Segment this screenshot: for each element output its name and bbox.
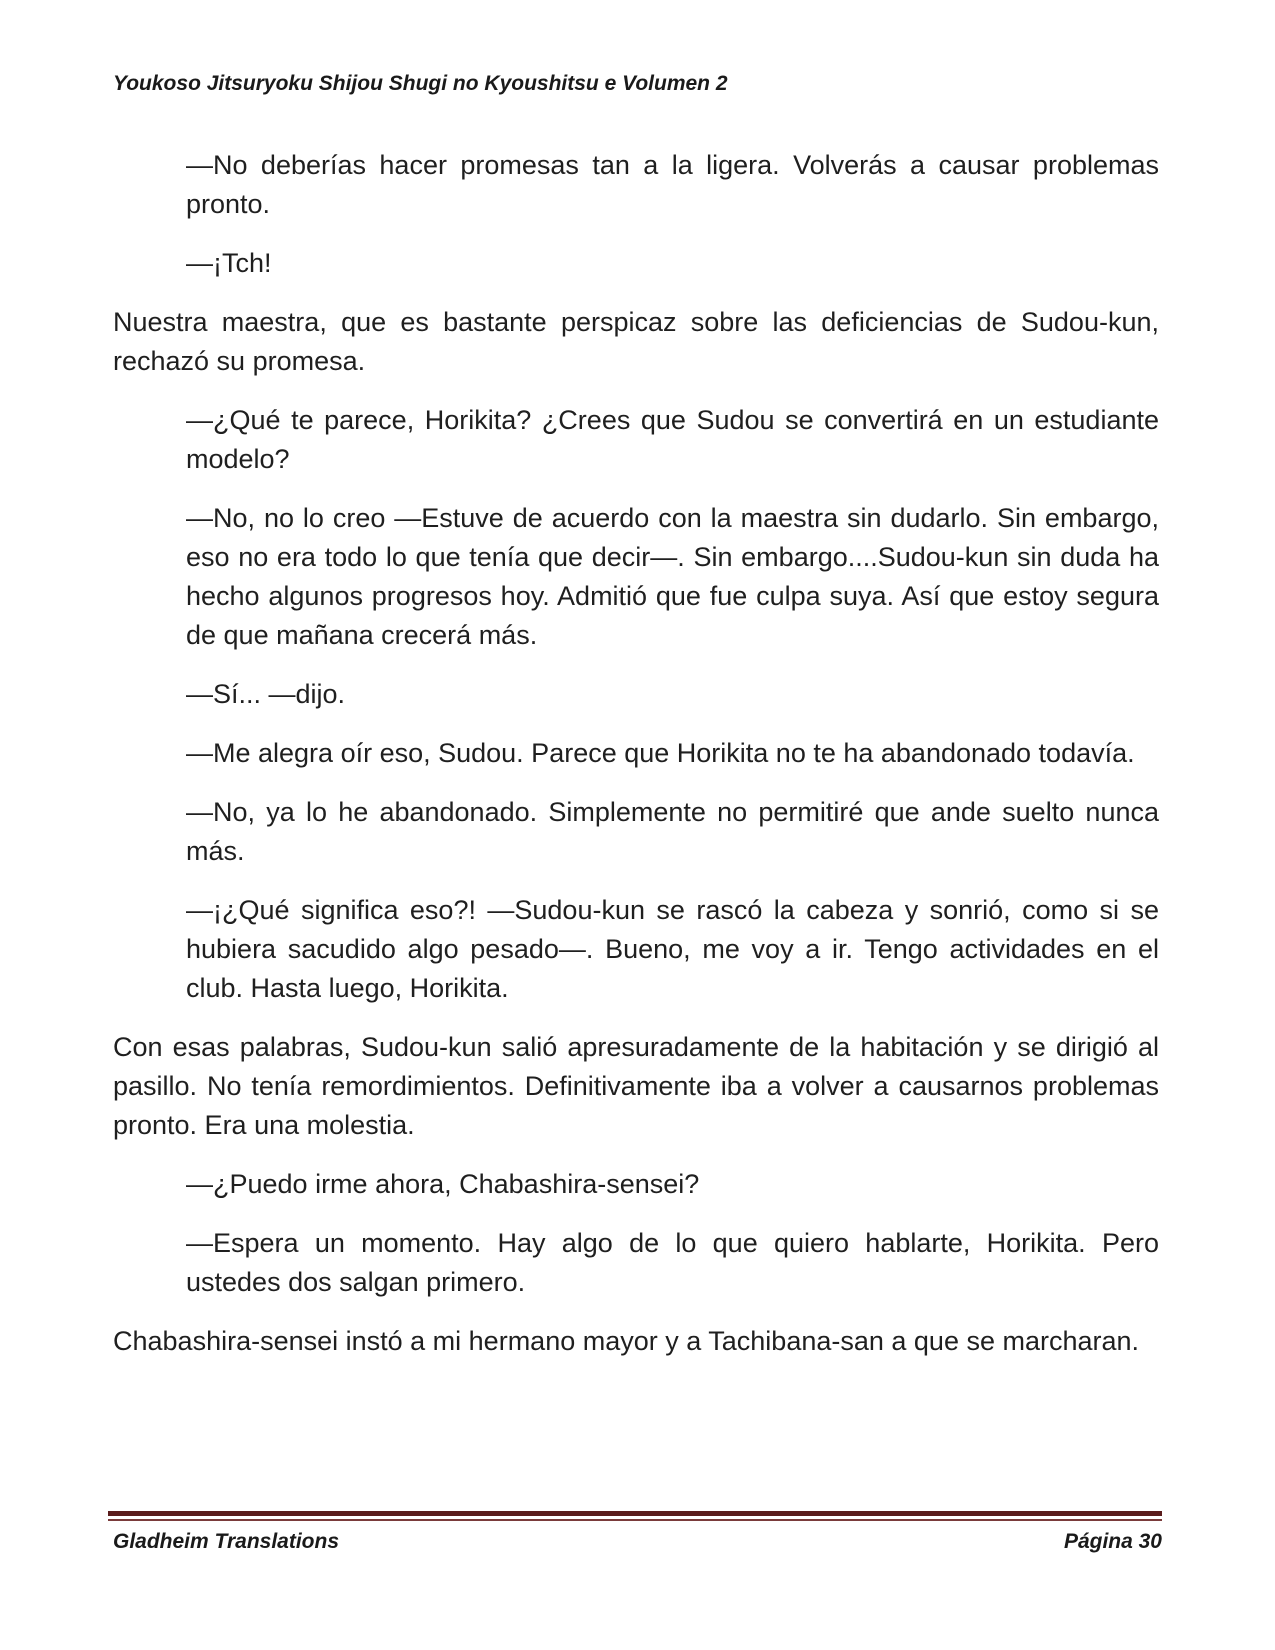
paragraph-dialogue: —Sí... —dijo. bbox=[186, 679, 346, 709]
paragraph-dialogue: —No, no lo creo —Estuve de acuerdo con la maestra sin dudarlo. Sin embargo, eso no era todo lo que tenía que decir—. Sin embargo....Sudou-kun sin duda ha hecho algunos progresos hoy. Admitió que fue culpa suya. Así que estoy segura de que mañana crecerá más. bbox=[186, 503, 1159, 650]
paragraph-dialogue: —¿Qué te parece, Horikita? ¿Crees que Sudou se convertirá en un estudiante modelo? bbox=[186, 405, 1159, 474]
paragraph-dialogue: —¡¿Qué significa eso?! —Sudou-kun se rascó la cabeza y sonrió, como si se hubiera sacudido algo pesado—. Bueno, me voy a ir. Tengo actividades en el club. Hasta luego, Horikita. bbox=[186, 895, 1159, 1003]
paragraph-dialogue: —No deberías hacer promesas tan a la ligera. Volverás a causar problemas pronto. bbox=[186, 150, 1159, 219]
footer-page-number: Página 30 bbox=[1063, 1530, 1162, 1553]
paragraph-narration: Nuestra maestra, que es bastante perspicaz sobre las deficiencias de Sudou-kun, rechazó su promesa. bbox=[113, 307, 1159, 376]
paragraph-dialogue: —Espera un momento. Hay algo de lo que quiero hablarte, Horikita. Pero ustedes dos salgan primero. bbox=[186, 1228, 1159, 1297]
paragraph-narration: Chabashira-sensei instó a mi hermano mayor y a Tachibana-san a que se marcharan. bbox=[113, 1326, 1140, 1356]
paragraph-narration: Con esas palabras, Sudou-kun salió apresuradamente de la habitación y se dirigió al pasillo. No tenía remordimientos. Definitivamente iba a volver a causarnos problemas pronto. Era una molestia. bbox=[113, 1032, 1159, 1140]
footer-divider-thick bbox=[108, 1511, 1162, 1516]
paragraph-dialogue: —Me alegra oír eso, Sudou. Parece que Horikita no te ha abandonado todavía. bbox=[186, 738, 1135, 768]
paragraph-dialogue: —¡Tch! bbox=[186, 248, 272, 278]
paragraph-dialogue: —No, ya lo he abandonado. Simplemente no permitiré que ande suelto nunca más. bbox=[186, 797, 1159, 866]
body-text bbox=[0, 146, 1275, 1381]
footer-publisher: Gladheim Translations bbox=[113, 1530, 340, 1553]
paragraph-dialogue: —¿Puedo irme ahora, Chabashira-sensei? bbox=[186, 1169, 700, 1199]
page-header-title: Youkoso Jitsuryoku Shijou Shugi no Kyoushitsu e Volumen 2 bbox=[113, 72, 728, 95]
footer-divider-thin bbox=[108, 1519, 1162, 1521]
